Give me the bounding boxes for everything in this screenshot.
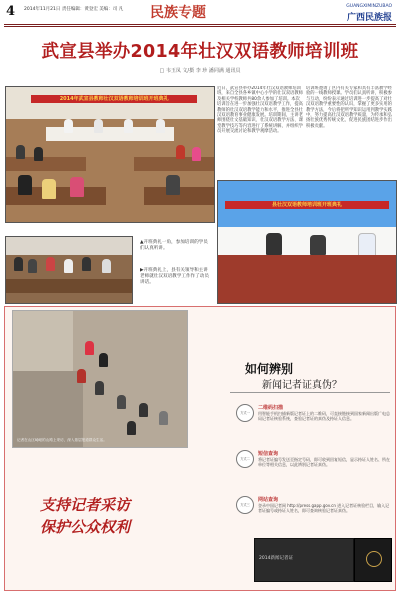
emblem-icon: [366, 551, 382, 567]
press-card-label: 2014新闻记者证: [259, 556, 293, 561]
method-3-title: 网站查询: [258, 497, 279, 503]
slogan-line-1: 支持记者采访: [40, 496, 131, 514]
paper-name-cn: 广西民族报: [346, 13, 392, 23]
method-1-text: 用智能手机扫描新版记者证上的二维码，可直接链接到国家新闻出版广电总局记者证核验系统，查验记者证的真伪及持证人信息。: [258, 411, 390, 422]
section-title: 民族专题: [150, 5, 206, 21]
article-body-col1: 近日，武宣县举办2014年壮汉双语教师培训班，来自全县各乡镇中心小学的壮汉双语教师及相关学校教师共80余人参加了培训。本次培训旨在进一步加强壮汉双语教学工作，提高教师的壮汉双语教学能力和水平，推进全县壮汉双语教育事业健康发展。培训期间，主讲老师围绕壮文基础知识、壮汉双语教学方法、课堂教学技巧等内容进行了系统讲解，并组织学员开展交流讨论和教学观摩活动。: [217, 86, 303, 135]
slogan-line-2: 保护公众权利: [40, 518, 131, 536]
press-card-image: [254, 538, 354, 582]
method-1-badge: 方式一: [236, 404, 254, 422]
photo-opening-ceremony: [217, 180, 397, 304]
caption-ceremony: ▶开班典礼上，县有关领导和主讲老师就壮汉双语教学工作作了动员讲话。: [140, 268, 209, 285]
method-2-badge: 方式二: [236, 450, 254, 468]
caption-classroom: ▲开班典礼一角，参加培训的学员们认真听讲。: [140, 240, 208, 251]
promo-title: 如何辨别: [245, 362, 294, 376]
promo-subtitle: 新闻记者证真伪？: [262, 380, 342, 391]
method-3-text: 登录中国记者网 http://press.gapp.gov.cn 进入记者证核验栏目，输入记者证编号或持证人姓名，即可查询核验记者证真伪。: [258, 503, 390, 514]
article-body-col2: 培训班邀请了区内有关专家和具有丰富教学经验的一线教师授课。学员们认真听讲，积极参与互动，纷纷表示通过培训进一步提高了对壮汉双语教学重要性的认识，掌握了更多实用的教学方法，今后将把所学知识运用到教学实践中，努力提高壮汉双语教学质量，为传承和弘扬壮族优秀传统文化、促进民族团结进步作出积极贡献。: [306, 86, 392, 129]
photo-trainees: [5, 236, 133, 304]
method-3-badge: 方式三: [236, 496, 254, 514]
header-rule-thin: [4, 26, 396, 27]
article-headline: 武宣县举办2014年壮汉双语教师培训班: [41, 42, 359, 62]
method-1-title: 二维码扫描: [258, 405, 284, 411]
photo-banner: 2014年武宣县教师壮汉双语教师培训班开班典礼: [31, 95, 197, 103]
paper-name-en: GUANGXIMINZUBAO: [346, 4, 392, 9]
method-2-text: 将记者证编号发送至指定号码，即可收到回复短信，显示持证人姓名、所在单位等相关信息，以此辨别记者证真伪。: [258, 457, 390, 468]
method-2-title: 短信查询: [258, 451, 279, 457]
page-number: 4: [6, 4, 16, 19]
promo-divider: [230, 392, 390, 393]
article-byline: □ 韦玉凤 文/摄 李 珍 潘同满 通讯员: [159, 68, 241, 74]
photo-reporters-cliff: [12, 310, 188, 448]
issue-meta: 2014年11月21日 责任编辑：黄登宏 美编：司 凡: [24, 7, 124, 12]
ceremony-banner: 县壮汉双语教师培训班开班典礼: [225, 201, 389, 209]
photo-cliff-caption: 记者在山区崎岖的山路上采访，深入基层报道群众生活。: [17, 438, 107, 443]
press-card-cover: [354, 538, 392, 582]
header-rule: [4, 24, 396, 25]
photo-training-classroom: [5, 86, 215, 223]
